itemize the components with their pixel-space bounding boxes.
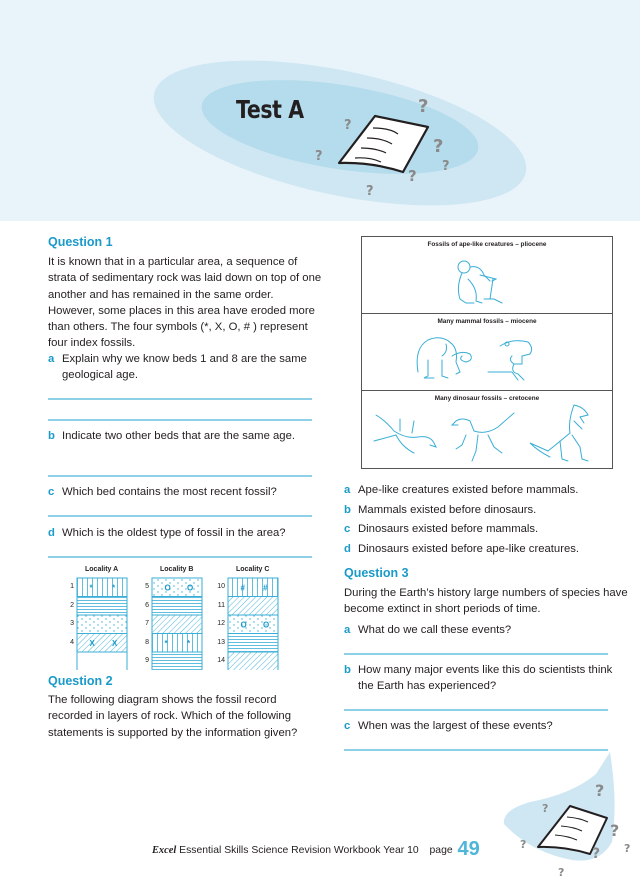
index-fossil-symbol: * <box>112 583 116 593</box>
bed-number: 10 <box>217 583 225 590</box>
answer-line[interactable] <box>344 749 608 751</box>
option-letter: b <box>344 504 351 516</box>
index-fossil-symbol: * <box>164 638 168 648</box>
option-letter: c <box>344 523 351 535</box>
part-letter: a <box>344 624 351 636</box>
corner-illustration <box>500 752 640 883</box>
question-mark-icon: ? <box>366 184 374 199</box>
strata-columns <box>60 566 310 670</box>
ape-icon <box>362 237 612 313</box>
rock-bed <box>152 597 202 616</box>
question-mark-icon: ? <box>418 96 429 117</box>
question-1-part-a <box>48 351 323 384</box>
rock-bed <box>152 652 202 670</box>
raptor-icon <box>452 413 514 461</box>
question-2-option-a[interactable] <box>344 482 629 498</box>
dinosaur-fossils-illustration <box>362 391 612 468</box>
rock-bed <box>228 578 278 597</box>
question-mark-icon: ? <box>408 167 417 185</box>
bed-number: 8 <box>145 638 149 646</box>
rock-bed <box>152 634 202 653</box>
index-fossil-symbol: # <box>263 583 268 593</box>
answer-line[interactable] <box>48 515 312 517</box>
option-letter: a <box>344 484 351 496</box>
sabre-tooth-cat-icon <box>488 341 532 380</box>
page-title: Test A <box>236 95 304 124</box>
part-text: What do we call these events? <box>358 624 512 636</box>
question-1-part-d <box>48 525 323 541</box>
part-text: Which is the oldest type of fossil in the area? <box>62 527 286 539</box>
rock-bed <box>77 578 127 597</box>
question-1-heading: Question 1 <box>48 235 113 249</box>
part-text: How many major events like this do scientists think the Earth has experienced? <box>358 664 613 693</box>
option-text: Mammals existed before dinosaurs. <box>358 504 537 516</box>
bed-number: 7 <box>145 620 149 627</box>
bed-number: 6 <box>145 601 149 609</box>
bed-number: 1 <box>70 583 74 590</box>
rock-bed <box>228 634 278 653</box>
fossil-layer-pliocene <box>362 237 612 314</box>
rock-bed <box>77 597 127 616</box>
question-mark-icon: ? <box>344 118 352 133</box>
fossil-layer-caption: Fossils of ape-like creatures – pliocene <box>427 241 547 248</box>
plesiosaur-icon <box>374 415 436 453</box>
question-mark-icon: ? <box>592 846 601 862</box>
fossil-layer-miocene <box>362 314 612 391</box>
index-fossil-symbol: * <box>187 638 191 648</box>
part-text: Indicate two other beds that are the same age. <box>62 430 295 442</box>
question-2-intro: The following diagram shows the fossil record recorded in layers of rock. Which of the following statements is supported by the information given? <box>48 694 298 739</box>
bed-number: 4 <box>70 638 74 646</box>
page-footer <box>152 838 480 862</box>
option-text: Ape-like creatures existed before mammals. <box>358 484 579 496</box>
bed-number: 5 <box>145 583 149 590</box>
part-text: Explain why we know beds 1 and 8 are the same geological age. <box>62 353 307 382</box>
answer-line[interactable] <box>48 556 312 558</box>
rock-bed <box>77 634 127 653</box>
mammoth-icon <box>417 338 471 378</box>
question-1-part-b <box>48 428 323 444</box>
rock-bed <box>152 615 202 634</box>
option-letter: d <box>344 543 351 555</box>
page-label: page <box>429 845 453 856</box>
index-fossil-symbol: O <box>164 583 171 593</box>
question-3-heading: Question 3 <box>344 566 409 580</box>
index-fossil-symbol: O <box>187 583 194 593</box>
question-mark-icon: ? <box>433 136 444 157</box>
book-title: Essential Skills Science Revision Workbook Year 10 <box>179 845 419 856</box>
locality-label: Locality A <box>85 566 119 573</box>
question-3-part-b <box>344 662 629 695</box>
index-fossil-symbol: O <box>240 620 247 630</box>
option-text: Dinosaurs existed before mammals. <box>358 523 539 535</box>
question-2-option-c[interactable] <box>344 521 629 537</box>
tyrannosaurus-icon <box>530 405 588 461</box>
fossil-layer-caption: Many mammal fossils – miocene <box>437 318 537 325</box>
header-banner <box>0 0 640 221</box>
question-mark-icon: ? <box>610 821 620 840</box>
bed-number: 2 <box>70 601 74 609</box>
answer-line[interactable] <box>48 475 312 477</box>
part-letter: b <box>48 430 55 442</box>
rock-bed <box>228 597 278 616</box>
answer-line[interactable] <box>344 653 608 655</box>
index-fossil-symbol: O <box>263 620 270 630</box>
question-mark-icon: ? <box>595 781 605 800</box>
fossil-layer-caption: Many dinosaur fossils – cretocene <box>434 395 540 402</box>
question-1-part-c <box>48 484 323 500</box>
question-2-option-b[interactable] <box>344 502 629 518</box>
rock-bed <box>77 652 127 670</box>
question-3-part-c <box>344 718 629 734</box>
rock-bed <box>228 652 278 670</box>
header-illustration <box>0 0 640 221</box>
index-fossil-symbol: X <box>112 638 118 648</box>
question-mark-icon: ? <box>624 842 631 855</box>
bed-number: 9 <box>145 657 149 664</box>
index-fossil-symbol: * <box>89 583 93 593</box>
option-text: Dinosaurs existed before ape-like creatures. <box>358 543 580 555</box>
locality-label: Locality B <box>160 566 194 573</box>
answer-line[interactable] <box>48 398 312 400</box>
bed-number: 3 <box>70 620 74 627</box>
rock-bed <box>228 615 278 634</box>
part-letter: a <box>48 353 55 365</box>
question-mark-icon: ? <box>558 866 565 879</box>
bed-number: 14 <box>217 657 225 664</box>
part-letter: b <box>344 664 351 676</box>
brand-logo: Excel <box>152 845 177 856</box>
index-fossil-symbol: X <box>89 638 95 648</box>
question-mark-icon: ? <box>442 159 450 174</box>
index-fossil-symbol: # <box>240 583 245 593</box>
bed-number: 12 <box>217 620 225 627</box>
locality-label: Locality C <box>236 566 270 573</box>
part-text: When was the largest of these events? <box>358 720 553 732</box>
answer-line[interactable] <box>48 419 312 421</box>
strata-diagram <box>60 566 310 670</box>
question-2-heading: Question 2 <box>48 674 113 688</box>
page-number: 49 <box>457 838 480 860</box>
question-mark-icon: ? <box>542 802 549 815</box>
bed-number: 11 <box>217 601 225 609</box>
question-3-part-a <box>344 622 629 638</box>
question-mark-icon: ? <box>520 838 527 851</box>
question-mark-icon: ? <box>315 149 323 164</box>
fossil-record-diagram <box>361 236 613 469</box>
part-letter: c <box>48 486 55 498</box>
answer-line[interactable] <box>344 709 608 711</box>
question-2-option-d[interactable] <box>344 541 629 557</box>
mammal-fossils-illustration <box>362 314 612 390</box>
part-letter: d <box>48 527 55 539</box>
rock-bed <box>77 615 127 634</box>
question-3-intro: During the Earth’s history large numbers of species have become extinct in short periods of time. <box>344 587 628 616</box>
bed-number: 13 <box>217 638 225 646</box>
part-text: Which bed contains the most recent fossil? <box>62 486 277 498</box>
part-letter: c <box>344 720 351 732</box>
rock-bed <box>152 578 202 597</box>
question-1-intro: It is known that in a particular area, a sequence of strata of sedimentary rock was laid down on top of one another and has remained in the same order. However, some places in this area have eroded more than others. The four symbols (*, X, O, # ) represent four index fossils. <box>48 256 322 350</box>
fossil-layer-cretocene <box>362 391 612 469</box>
